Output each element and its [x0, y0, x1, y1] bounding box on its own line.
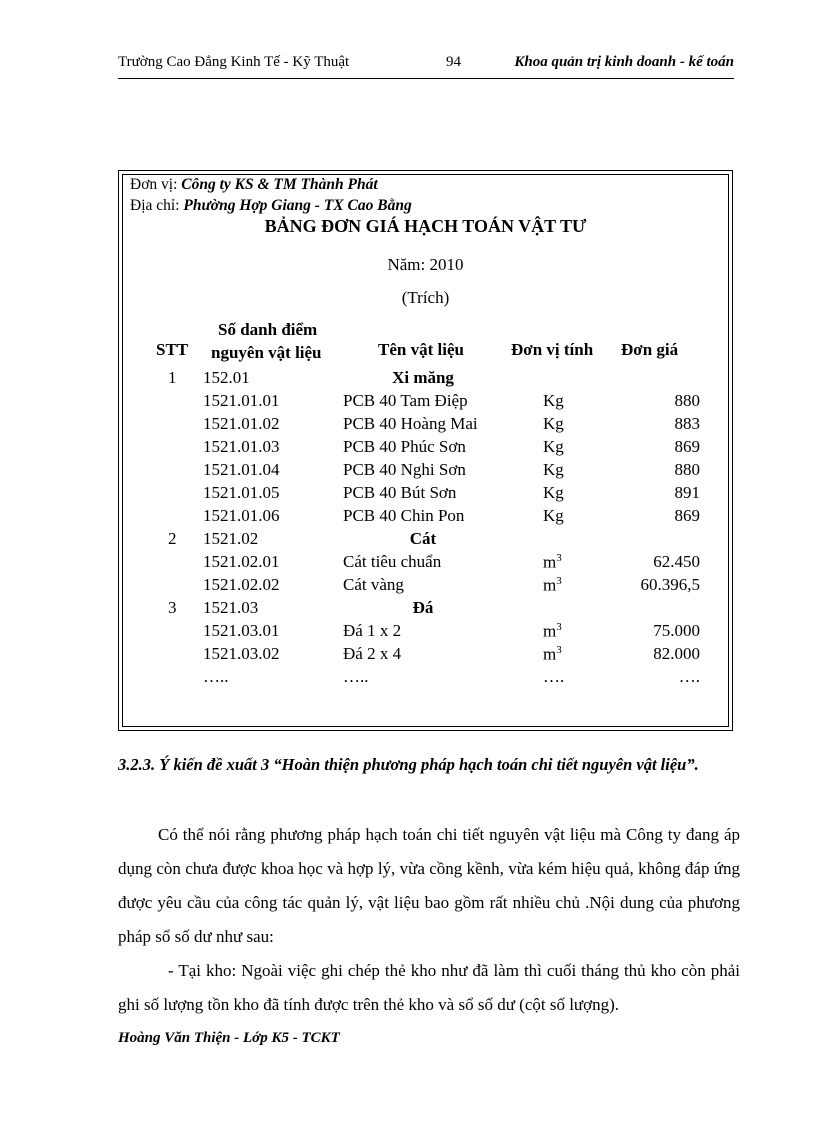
cell-group-name: Đá	[412, 598, 434, 617]
cell-unit-superscript: 3	[556, 552, 562, 564]
cell-unit: Kg	[543, 437, 564, 456]
cell-price: 82.000	[653, 644, 700, 663]
cell-name: PCB 40 Bút Sơn	[343, 483, 457, 502]
col-header-price: Đơn giá	[621, 340, 679, 359]
table-extract-note: (Trích)	[401, 288, 450, 307]
col-header-code-line2: nguyên vật liệu	[211, 343, 322, 362]
cell-price: ….	[678, 667, 700, 686]
unit-label: Đơn vị:	[130, 176, 182, 193]
table-row	[0, 483, 816, 506]
table-row	[0, 552, 816, 575]
table-row	[0, 644, 816, 667]
cell-price: 869	[674, 506, 700, 525]
unit-value: Công ty KS & TM Thành Phát	[181, 176, 378, 193]
address-label: Địa chỉ:	[130, 197, 184, 214]
section-heading: 3.2.3. Ý kiến đề xuất 3 “Hoàn thiện phương pháp hạch toán chi tiết nguyên vật liệu”.	[118, 755, 699, 774]
cell-price: 891	[674, 483, 700, 502]
cell-unit-superscript: 3	[556, 621, 562, 633]
cell-price: 60.396,5	[640, 575, 700, 594]
table-row	[0, 460, 816, 483]
table-row	[0, 667, 816, 690]
cell-code: 1521.01.01	[203, 391, 280, 410]
table-group-row	[0, 368, 816, 391]
cell-code: 1521.01.06	[203, 506, 280, 525]
cell-name: Cát vàng	[343, 575, 404, 594]
cell-name: PCB 40 Chin Pon	[343, 506, 465, 525]
cell-group-name: Cát	[409, 529, 437, 548]
cell-code: 1521.02.01	[203, 552, 280, 571]
paragraph-1: Có thể nói rằng phương pháp hạch toán chi tiết nguyên vật liệu mà Công ty đang áp dụng còn chưa được khoa học và hợp lý, vừa cồng kềnh, vừa kém hiệu quả, không đáp ứng được yêu cầu của công tác quản lý, vật liệu bao gồm rất nhiều chủ .Nội dung của phương pháp sổ số dư như sau:	[118, 825, 740, 946]
cell-stt: 1	[168, 368, 177, 387]
faculty-name: Khoa quản trị kinh doanh - kế toán	[514, 54, 734, 70]
table-group-row	[0, 529, 816, 552]
cell-unit: Kg	[543, 460, 564, 479]
cell-code: 1521.03.02	[203, 644, 280, 663]
page-number: 94	[446, 54, 461, 70]
cell-unit: Kg	[543, 483, 564, 502]
cell-name: …..	[343, 667, 369, 686]
cell-code: 1521.01.02	[203, 414, 280, 433]
page-header	[118, 52, 734, 79]
table-row	[0, 414, 816, 437]
cell-unit-superscript: 3	[556, 575, 562, 587]
cell-price: 883	[674, 414, 700, 433]
cell-code: 1521.01.03	[203, 437, 280, 456]
cell-unit: $m^3$	[543, 621, 562, 641]
paragraph-2: - Tại kho: Ngoài việc ghi chép thẻ kho như đã làm thì cuối tháng thủ kho còn phải ghi số lượng tồn kho đã tính được trên thẻ kho và sổ số dư (cột số lượng).	[118, 961, 740, 1014]
cell-price: 869	[674, 437, 700, 456]
cell-name: Đá 1 x 2	[343, 621, 402, 640]
cell-price: 75.000	[653, 621, 700, 640]
cell-unit: $m^3$	[543, 575, 562, 595]
table-year: Năm: 2010	[387, 255, 464, 274]
cell-code: 1521.02	[203, 529, 259, 548]
table-row	[0, 621, 816, 644]
cell-code: 152.01	[203, 368, 250, 387]
school-name: Trường Cao Đẳng Kinh Tế - Kỹ Thuật	[118, 54, 350, 70]
cell-stt: 2	[168, 529, 177, 548]
cell-unit: $m^3$	[543, 644, 562, 664]
cell-unit-superscript: 3	[556, 644, 562, 656]
cell-unit: Kg	[543, 506, 564, 525]
cell-unit: Kg	[543, 391, 564, 410]
col-header-code-line1: Số danh điểm	[218, 320, 318, 339]
cell-name: Đá 2 x 4	[343, 644, 402, 663]
cell-name: PCB 40 Phúc Sơn	[343, 437, 466, 456]
table-title: BẢNG ĐƠN GIÁ HẠCH TOÁN VẬT TƯ	[264, 216, 587, 236]
company-address-line	[130, 197, 412, 215]
cell-code: …..	[203, 667, 229, 686]
page-footer: Hoàng Văn Thiện - Lớp K5 - TCKT	[118, 1030, 340, 1046]
address-value: Phường Hợp Giang - TX Cao Bằng	[183, 197, 412, 214]
cell-code: 1521.01.04	[203, 460, 280, 479]
cell-name: PCB 40 Tam Điệp	[343, 391, 468, 410]
cell-price: 62.450	[653, 552, 700, 571]
cell-group-name: Xi măng	[392, 368, 454, 387]
col-header-stt: STT	[156, 340, 189, 359]
table-row	[0, 391, 816, 414]
table-row	[0, 506, 816, 529]
cell-code: 1521.03.01	[203, 621, 280, 640]
cell-name: PCB 40 Nghi Sơn	[343, 460, 466, 479]
cell-stt: 3	[168, 598, 177, 617]
table-group-row	[0, 598, 816, 621]
cell-unit: ….	[543, 667, 565, 686]
col-header-unit: Đơn vị tính	[511, 340, 594, 359]
col-header-name: Tên vật liệu	[378, 340, 464, 359]
cell-unit: Kg	[543, 414, 564, 433]
cell-name: PCB 40 Hoàng Mai	[343, 414, 478, 433]
cell-code: 1521.03	[203, 598, 259, 617]
company-unit-line	[130, 176, 378, 194]
cell-code: 1521.01.05	[203, 483, 280, 502]
table-row	[0, 575, 816, 598]
cell-price: 880	[674, 460, 700, 479]
cell-code: 1521.02.02	[203, 575, 280, 594]
cell-name: Cát tiêu chuẩn	[343, 552, 442, 571]
table-row	[0, 437, 816, 460]
cell-unit: $m^3$	[543, 552, 562, 572]
cell-price: 880	[674, 391, 700, 410]
